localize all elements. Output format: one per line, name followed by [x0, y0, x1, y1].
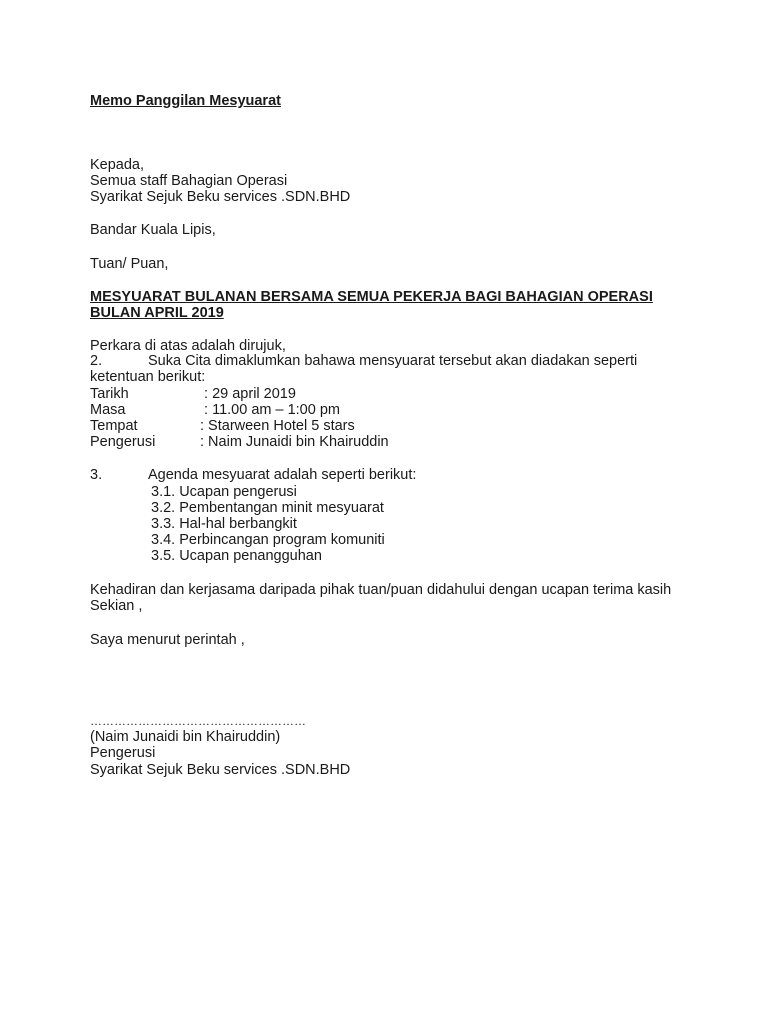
greeting: Tuan/ Puan, — [90, 256, 169, 272]
recipient-line-1: Semua staff Bahagian Operasi — [90, 173, 288, 189]
subject-line-2: BULAN APRIL 2019 — [90, 305, 224, 321]
recipient-line-2: Syarikat Sejuk Beku services .SDN.BHD — [90, 189, 351, 205]
detail-row-time — [90, 402, 340, 418]
closing-line-1: Kehadiran dan kerjasama daripada pihak tuan/puan didahului dengan ucapan terima kasih — [90, 582, 672, 598]
agenda-item: 3.5. Ucapan penangguhan — [151, 548, 322, 564]
signature-name: (Naim Junaidi bin Khairuddin) — [90, 729, 281, 745]
paragraph-2-number: 2. — [90, 353, 103, 369]
detail-label: Tempat — [90, 418, 138, 434]
signature-line: ……………………………………………… — [90, 714, 306, 728]
paragraph-3-number: 3. — [90, 467, 103, 483]
detail-row-date — [90, 386, 296, 402]
paragraph-2-continuation: ketentuan berikut: — [90, 369, 206, 385]
detail-row-chair — [90, 434, 389, 450]
signature-company: Syarikat Sejuk Beku services .SDN.BHD — [90, 762, 351, 778]
detail-value: : Starween Hotel 5 stars — [200, 418, 355, 434]
detail-value: : Naim Junaidi bin Khairuddin — [200, 434, 389, 450]
agenda-item: 3.4. Perbincangan program komuniti — [151, 532, 385, 548]
detail-row-venue — [90, 418, 355, 434]
detail-value: : 29 april 2019 — [200, 386, 296, 402]
detail-value: : 11.00 am – 1:00 pm — [200, 402, 340, 418]
paragraph-3-text: Agenda mesyuarat adalah seperti berikut: — [148, 467, 417, 483]
agenda-item: 3.3. Hal-hal berbangkit — [151, 516, 297, 532]
agenda-item: 3.2. Pembentangan minit mesyuarat — [151, 500, 384, 516]
closing-line-3: Saya menurut perintah , — [90, 632, 245, 648]
signature-position: Pengerusi — [90, 745, 156, 761]
paragraph-2 — [90, 353, 637, 369]
subject-line-1: MESYUARAT BULANAN BERSAMA SEMUA PEKERJA BAGI BAHAGIAN OPERASI — [90, 289, 653, 305]
closing-line-2: Sekian , — [90, 598, 143, 614]
paragraph-2-text: Suka Cita dimaklumkan bahawa mensyuarat tersebut akan diadakan seperti — [148, 353, 638, 369]
detail-label: Tarikh — [90, 386, 129, 402]
memo-title: Memo Panggilan Mesyuarat — [90, 93, 281, 109]
agenda-item: 3.1. Ucapan pengerusi — [151, 484, 297, 500]
recipient-to: Kepada, — [90, 157, 145, 173]
detail-label: Pengerusi — [90, 434, 156, 450]
intro-text: Perkara di atas adalah dirujuk, — [90, 338, 286, 354]
paragraph-3 — [90, 467, 416, 483]
detail-label: Masa — [90, 402, 126, 418]
recipient-line-3: Bandar Kuala Lipis, — [90, 222, 216, 238]
